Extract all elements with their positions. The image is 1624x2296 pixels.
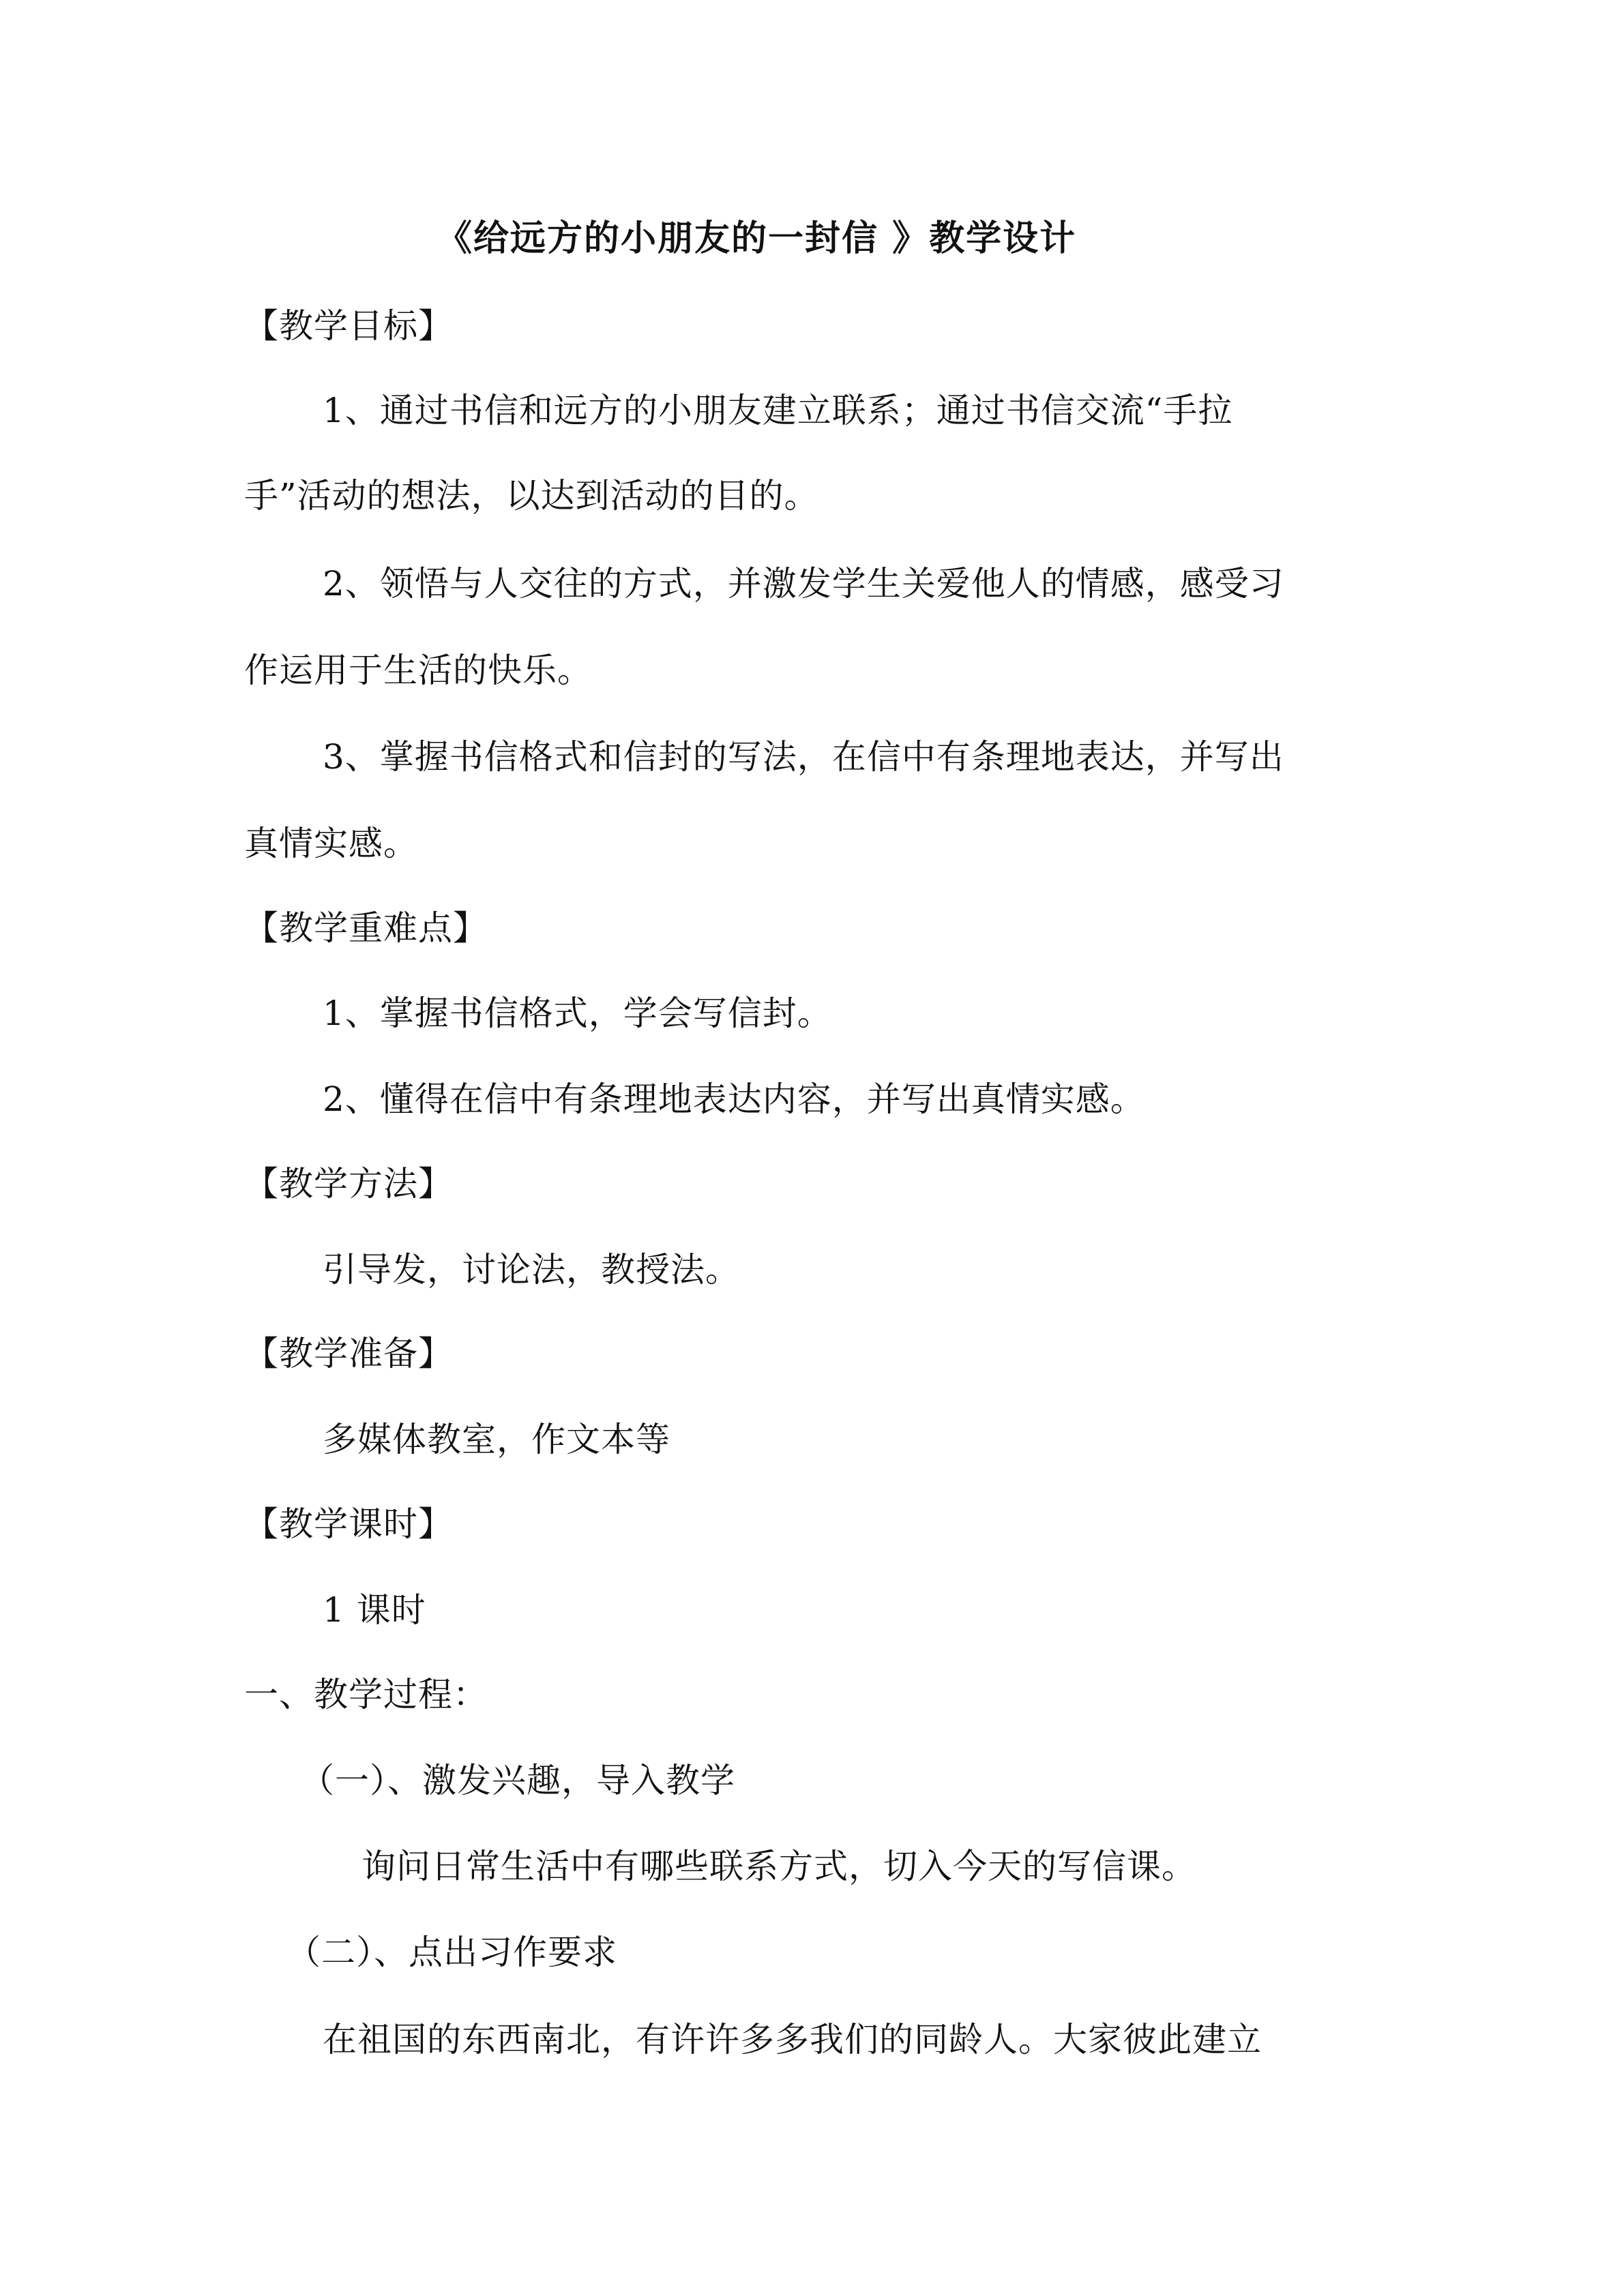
objective-1-line-1: 1、通过书信和远方的小朋友建立联系；通过书信交流“手拉 bbox=[323, 391, 1233, 430]
key-point-2: 2、懂得在信中有条理地表达内容，并写出真情实感。 bbox=[323, 1079, 1145, 1119]
step-2-text: 在祖国的东西南北，有许许多多我们的同龄人。大家彼此建立 bbox=[323, 2020, 1262, 2059]
hours-text: 1 课时 bbox=[323, 1590, 426, 1630]
methods-text: 引导发，讨论法，教授法。 bbox=[323, 1250, 740, 1289]
methods-heading: 【教学方法】 bbox=[244, 1164, 453, 1204]
objective-1-line-2: 手”活动的想法，以达到活动的目的。 bbox=[244, 476, 819, 516]
preparation-heading: 【教学准备】 bbox=[244, 1334, 453, 1373]
preparation-text: 多媒体教室，作文本等 bbox=[323, 1420, 670, 1459]
key-points-heading: 【教学重难点】 bbox=[244, 908, 488, 948]
process-heading: 一、教学过程： bbox=[244, 1675, 488, 1714]
objective-2-line-1: 2、领悟与人交往的方式，并激发学生关爱他人的情感，感受习 bbox=[323, 564, 1284, 603]
step-1-heading: （一）、激发兴趣，导入教学 bbox=[300, 1761, 735, 1800]
step-1-text: 询问日常生活中有哪些联系方式，切入今天的写信课。 bbox=[361, 1847, 1196, 1886]
objective-2-line-2: 作运用于生活的快乐。 bbox=[244, 651, 592, 690]
document-title: 《给远方的小朋友的一封信 》教学设计 bbox=[437, 218, 1077, 259]
objectives-heading: 【教学目标】 bbox=[244, 306, 453, 346]
objective-3-line-2: 真情实感。 bbox=[244, 824, 418, 863]
key-point-1: 1、掌握书信格式，学会写信封。 bbox=[323, 994, 832, 1033]
step-2-heading: （二）、点出习作要求 bbox=[286, 1933, 617, 1972]
hours-heading: 【教学课时】 bbox=[244, 1504, 453, 1544]
objective-3-line-1: 3、掌握书信格式和信封的写法，在信中有条理地表达，并写出 bbox=[323, 737, 1284, 777]
